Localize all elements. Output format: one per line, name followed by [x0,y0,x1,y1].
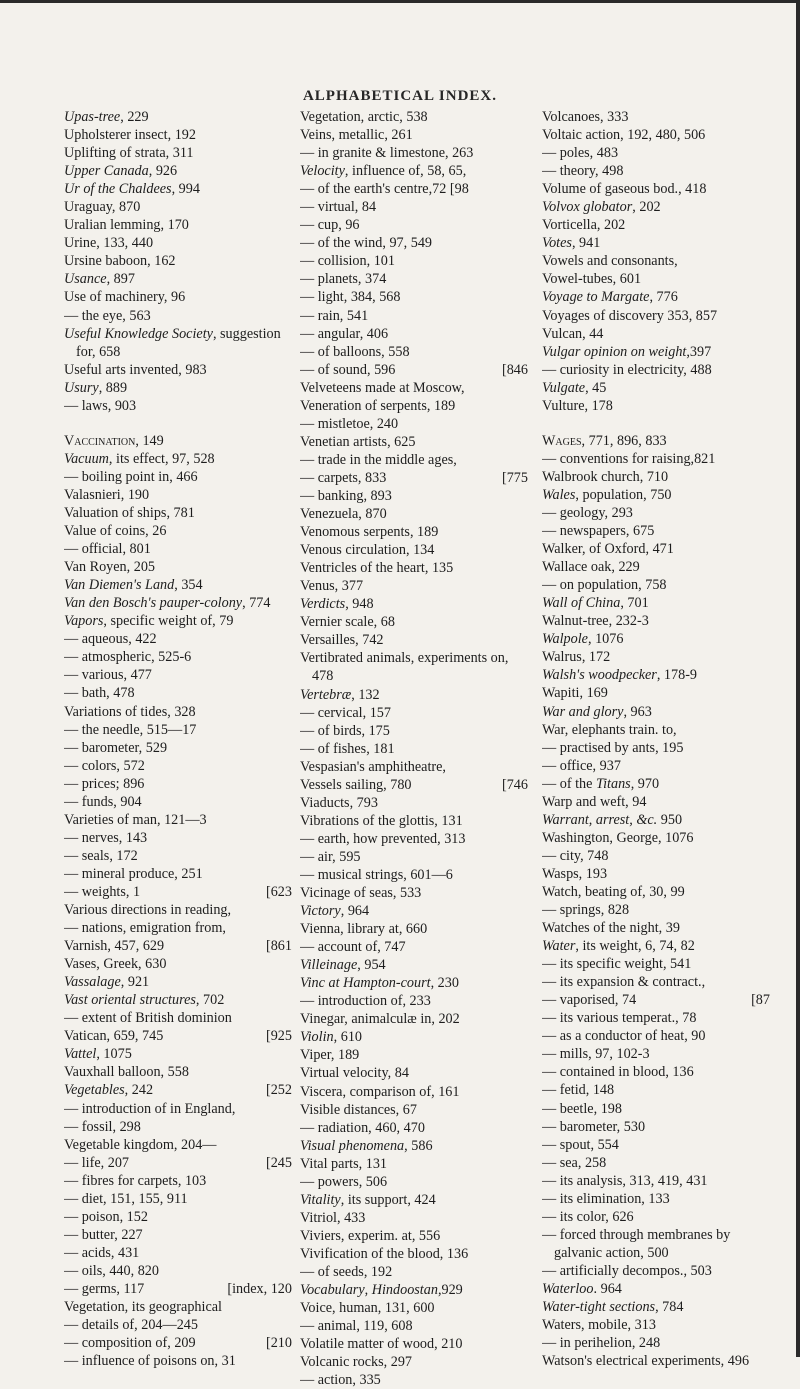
index-entry: — fossil, 298 [64,1118,141,1135]
index-entry: Vaccination, 149 [64,432,164,449]
index-entry: Warp and weft, 94 [542,793,647,810]
index-entry: Uplifting of strata, 311 [64,145,194,162]
index-entry: — banking, 893 [300,487,392,504]
index-entry-ref: [210 [265,1335,292,1352]
index-entry: Volvox globator, 202 [542,199,661,216]
index-entry: — curiosity in electricity, 488 [542,361,712,378]
index-entry-ref: [252 [265,1082,292,1099]
index-entry: Water, its weight, 6, 74, 82 [542,938,695,955]
index-entry: Vorticella, 202 [542,217,626,234]
index-entry: — account of, 747 [300,939,406,956]
index-entry: — nerves, 143 [64,829,148,846]
index-entry: Vulgar opinion on weight,397 [542,343,712,360]
index-entry: Vivification of the blood, 136 [300,1245,469,1262]
index-entry: War, elephants train. to, [542,721,677,738]
index-entry: Variations of tides, 328 [64,703,196,720]
index-entry: — weights, 1 [623 [64,883,292,900]
index-entry: Vast oriental structures, 702 [64,992,225,1009]
index-entry: Versailles, 742 [300,632,384,649]
index-entry: Wasps, 193 [542,865,608,882]
index-entry-ref: [925 [265,1028,292,1045]
index-entry: Use of machinery, 96 [64,289,186,306]
index-entry: Uraguay, 870 [64,199,141,216]
index-entry: — various, 477 [64,667,152,684]
page-top-edge [0,0,800,3]
index-entry: Vegetable kingdom, 204— [64,1136,217,1153]
index-entry: Warrant, arrest, &c. 950 [542,811,683,828]
index-entry: Vegetation, arctic, 538 [300,109,428,125]
index-entry: Wales, population, 750 [542,486,672,503]
index-entry: — geology, 293 [542,504,633,521]
index-entry-ref: [846 [501,361,528,378]
index-entry: Venetian artists, 625 [300,433,416,450]
index-entry: — its expansion & contract., [542,974,706,991]
index-column-3 [542,108,770,1370]
index-entry: — acids, 431 [64,1244,140,1261]
index-entry: Vienna, library at, 660 [300,921,428,938]
index-entry: — collision, 101 [300,253,395,270]
index-entry-ref: [623 [265,883,292,900]
index-entry: — forced through membranes by galvanic action, 500 [542,1226,731,1261]
index-entry: Viaducts, 793 [300,794,378,811]
index-entry: — atmospheric, 525-6 [64,649,192,666]
index-entry: Volcanic rocks, 297 [300,1354,413,1371]
index-entry: Vacuum, its effect, 97, 528 [64,450,215,467]
index-entry: — oils, 440, 820 [64,1262,159,1279]
index-entry: Vocabulary, Hindoostan,929 [300,1282,463,1299]
index-entry: — seals, 172 [64,847,138,864]
index-entry: Verdicts, 948 [300,596,374,613]
index-entry: Watson's electrical experiments, 496 [542,1353,750,1370]
index-entry: Vespasian's amphitheatre, [300,758,446,775]
index-entry: — nations, emigration from, [64,920,226,937]
index-entry: — virtual, 84 [300,199,377,216]
index-entry-ref: [861 [265,938,292,955]
index-entry: Various directions in reading, [64,902,232,919]
index-entry: — the needle, 515—17 [64,721,197,738]
index-entry: Walker, of Oxford, 471 [542,541,674,558]
index-entry: — sea, 258 [542,1154,607,1171]
index-entry: — practised by ants, 195 [542,739,684,756]
index-entry: — extent of British dominion [64,1010,232,1027]
index-entry: Veneration of serpents, 189 [300,397,456,414]
index-entry: Vibrations of the glottis, 131 [300,812,463,829]
index-entry: — artificially decompos., 503 [542,1262,712,1279]
index-entry: Vessels sailing, 780 [746 [300,776,528,793]
index-column-1 [64,108,292,1370]
index-entry: — of fishes, 181 [300,740,395,757]
index-entry: — of sound, 596 [846 [300,361,528,378]
index-entry: — bath, 478 [64,685,135,702]
index-entry: Value of coins, 26 [64,523,167,540]
index-entry: Vitriol, 433 [300,1209,366,1226]
index-entry: Ursine baboon, 162 [64,253,176,270]
index-entry: — cup, 96 [300,217,360,234]
index-entry: — poison, 152 [64,1208,148,1225]
index-entry: Van Diemen's Land, 354 [64,577,203,594]
index-entry: Upholsterer insect, 192 [64,127,196,144]
index-entry: Vicinage of seas, 533 [300,885,422,902]
index-entry: Voyages of discovery 353, 857 [542,307,718,324]
index-entry: — its specific weight, 541 [542,956,692,973]
index-entry: Vulture, 178 [542,397,613,414]
index-entry: Watch, beating of, 30, 99 [542,883,685,900]
index-entry: War and glory, 963 [542,703,652,720]
index-entry: Vulgate, 45 [542,379,607,396]
index-entry: — of the Titans, 970 [542,775,660,792]
index-entry: Uralian lemming, 170 [64,217,189,234]
index-entry: Viscera, comparison of, 161 [300,1083,460,1100]
index-entry: Usance, 897 [64,271,135,288]
index-entry: — rain, 541 [300,307,369,324]
index-entry: — aqueous, 422 [64,631,157,648]
index-entry: — introduction of, 233 [300,993,431,1010]
index-entry: Volatile matter of wood, 210 [300,1336,463,1353]
index-entry: Venomous serpents, 189 [300,524,439,541]
index-entry: — air, 595 [300,848,361,865]
index-entry: — powers, 506 [300,1173,388,1190]
index-entry: — vaporised, 74 [87 [542,992,770,1009]
index-entry: Vernier scale, 68 [300,614,395,631]
index-entry: — its various temperat., 78 [542,1010,697,1027]
index-entry: — introduction of in England, [64,1100,236,1117]
index-entry: Veins, metallic, 261 [300,127,413,144]
index-entry: Victory, 964 [300,903,370,920]
index-entry: Valuation of ships, 781 [64,504,195,521]
index-entry: — composition of, 209 [210 [64,1335,292,1352]
index-entry: Vinegar, animalculæ in, 202 [300,1011,460,1028]
index-entry: Venezuela, 870 [300,506,387,523]
index-entry: — poles, 483 [542,145,619,162]
index-entry: — germs, 117 [index, 120 [64,1281,292,1297]
index-entry: Useful Knowledge Society, suggestion for, 658 [64,325,281,360]
index-entry: — theory, 498 [542,163,624,180]
index-entry: Vertebræ, 132 [300,686,380,703]
index-entry: — office, 937 [542,757,621,774]
index-entry: — spout, 554 [542,1136,619,1153]
index-entry: — on population, 758 [542,577,667,594]
index-entry: Wapiti, 169 [542,685,608,702]
index-entry: — fetid, 148 [542,1082,615,1099]
index-entry: Visible distances, 67 [300,1101,417,1118]
index-entry: Ur of the Chaldees, 994 [64,181,200,198]
index-entry: Wages, 771, 896, 833 [542,432,667,449]
index-entry: Voyage to Margate, 776 [542,289,678,306]
index-entry: Venous circulation, 134 [300,542,435,559]
index-entry: — action, 335 [300,1372,381,1389]
index-entry: — details of, 204—245 [64,1317,198,1334]
index-entry: Van den Bosch's pauper-colony, 774 [64,595,271,612]
index-entry: — its analysis, 313, 419, 431 [542,1172,708,1189]
index-entry: — light, 384, 568 [300,289,401,306]
index-entry: Waterloo. 964 [542,1281,622,1297]
index-entry: Vassalage, 921 [64,974,150,991]
index-entry: Walpole, 1076 [542,631,624,648]
index-entry: Viper, 189 [300,1047,360,1064]
index-entry: — contained in blood, 136 [542,1064,694,1081]
index-entry: — mills, 97, 102-3 [542,1046,650,1063]
index-entry: — as a conductor of heat, 90 [542,1028,706,1045]
index-entry-ref: [775 [501,469,528,486]
index-entry: — diet, 151, 155, 911 [64,1190,188,1207]
index-entry: Violin, 610 [300,1029,363,1046]
index-entry: — newspapers, 675 [542,523,655,540]
index-entry: Vinc at Hampton-court, 230 [300,975,459,992]
index-entry: Volume of gaseous bod., 418 [542,181,707,198]
running-title: ALPHABETICAL INDEX. [302,88,498,104]
index-entry: Urine, 133, 440 [64,235,154,252]
index-entry: Visual phenomena, 586 [300,1137,433,1154]
index-entry-ref: [index, 120 [227,1281,292,1297]
index-entry: Virtual velocity, 84 [300,1065,409,1082]
index-entry: — beetle, 198 [542,1100,622,1117]
index-entry: — life, 207 [245 [64,1154,292,1171]
index-entry: — influence of poisons on, 31 [64,1353,236,1370]
index-entry: Vases, Greek, 630 [64,956,167,973]
index-entry: — animal, 119, 608 [300,1318,413,1335]
index-entry: — springs, 828 [542,902,630,919]
index-entry: — radiation, 460, 470 [300,1119,425,1136]
index-entry: Villeinage, 954 [300,957,386,974]
index-entry: — butter, 227 [64,1226,143,1243]
index-entry: Vowel-tubes, 601 [542,271,642,288]
index-entry: Velocity, influence of, 58, 65, [300,163,467,180]
index-entry: Walrus, 172 [542,649,611,666]
index-entry: Washington, George, 1076 [542,829,694,846]
index-entry: — of birds, 175 [300,722,390,739]
index-entry: — colors, 572 [64,757,145,774]
index-entry: — funds, 904 [64,793,142,810]
index-entry: Vital parts, 131 [300,1155,388,1172]
index-entry: Upper Canada, 926 [64,163,178,180]
index-entry: Vowels and consonants, [542,253,678,270]
index-entry: — of balloons, 558 [300,343,410,360]
index-entry: — laws, 903 [64,397,137,414]
index-entry: — planets, 374 [300,271,387,288]
index-entry: Velveteens made at Moscow, [300,379,465,396]
index-entry: Water-tight sections, 784 [542,1299,684,1316]
index-entry: Votes, 941 [542,235,601,252]
index-entry: — prices; 896 [64,775,145,792]
index-entry: Watches of the night, 39 [542,920,680,937]
index-entry: Vatican, 659, 745 [925 [64,1028,292,1045]
index-entry: Vertibrated animals, experiments on, 478 [300,650,509,685]
index-entry: Wall of China, 701 [542,595,649,612]
index-entry: — conventions for raising,821 [542,450,716,467]
index-entry: Vegetation, its geographical [64,1299,222,1316]
index-entry: Usury, 889 [64,379,128,396]
index-entry: — its elimination, 133 [542,1190,670,1207]
index-entry: — official, 801 [64,541,151,558]
index-entry: — earth, how prevented, 313 [300,830,466,847]
index-entry: Wallace oak, 229 [542,559,640,576]
index-entry: — musical strings, 601—6 [300,866,453,883]
index-entry: — boiling point in, 466 [64,468,198,485]
index-entry: — in perihelion, 248 [542,1335,661,1352]
index-entry: — mineral produce, 251 [64,865,203,882]
index-entry: Vattel, 1075 [64,1046,132,1063]
index-entry: — carpets, 833 [775 [300,469,528,486]
index-entry-ref: [746 [501,776,528,793]
index-entry: Voice, human, 131, 600 [300,1300,435,1317]
index-entry: Useful arts invented, 983 [64,361,207,378]
index-entry: Walsh's woodpecker, 178-9 [542,667,698,684]
index-entry: Venus, 377 [300,578,364,595]
index-entry: — barometer, 530 [542,1118,646,1135]
index-entry: Walnut-tree, 232-3 [542,613,649,630]
index-entry: Varieties of man, 121—3 [64,811,207,828]
index-entry: — cervical, 157 [300,704,391,721]
index-entry: Van Royen, 205 [64,559,156,576]
index-entry: Valasnieri, 190 [64,486,150,503]
index-entry: Viviers, experim. at, 556 [300,1227,441,1244]
index-entry: Vauxhall balloon, 558 [64,1064,189,1081]
index-entry: Voltaic action, 192, 480, 506 [542,127,706,144]
index-entry: — angular, 406 [300,325,389,342]
index-entry: Varnish, 457, 629 [861 [64,938,292,955]
index-entry: — mistletoe, 240 [300,415,399,432]
index-entry: Vulcan, 44 [542,325,604,342]
index-entry: — city, 748 [542,847,609,864]
index-entry: — fibres for carpets, 103 [64,1172,207,1189]
index-entry: Upas-tree, 229 [64,109,149,125]
index-entry: — of the earth's centre,72 [98 [300,181,469,198]
index-entry: Vegetables, 242 [252 [64,1082,292,1099]
index-column-2 [300,108,528,1389]
index-entry: Volcanoes, 333 [542,109,629,125]
index-entry: Walbrook church, 710 [542,468,669,485]
index-entry: Waters, mobile, 313 [542,1317,656,1334]
index-entry: Vitality, its support, 424 [300,1191,436,1208]
index-entry: — of seeds, 192 [300,1264,393,1280]
index-entry-ref: [245 [265,1154,292,1171]
index-entry: — in granite & limestone, 263 [300,145,474,162]
index-entry: — trade in the middle ages, [300,451,457,468]
index-entry: — barometer, 529 [64,739,168,756]
index-entry: — its color, 626 [542,1208,634,1225]
index-entry: Ventricles of the heart, 135 [300,560,454,577]
page-right-edge [796,0,800,1357]
index-entry: — the eye, 563 [64,307,151,324]
index-entry: Vapors, specific weight of, 79 [64,613,234,630]
index-entry-ref: [87 [751,992,770,1009]
index-entry: — of the wind, 97, 549 [300,235,433,252]
